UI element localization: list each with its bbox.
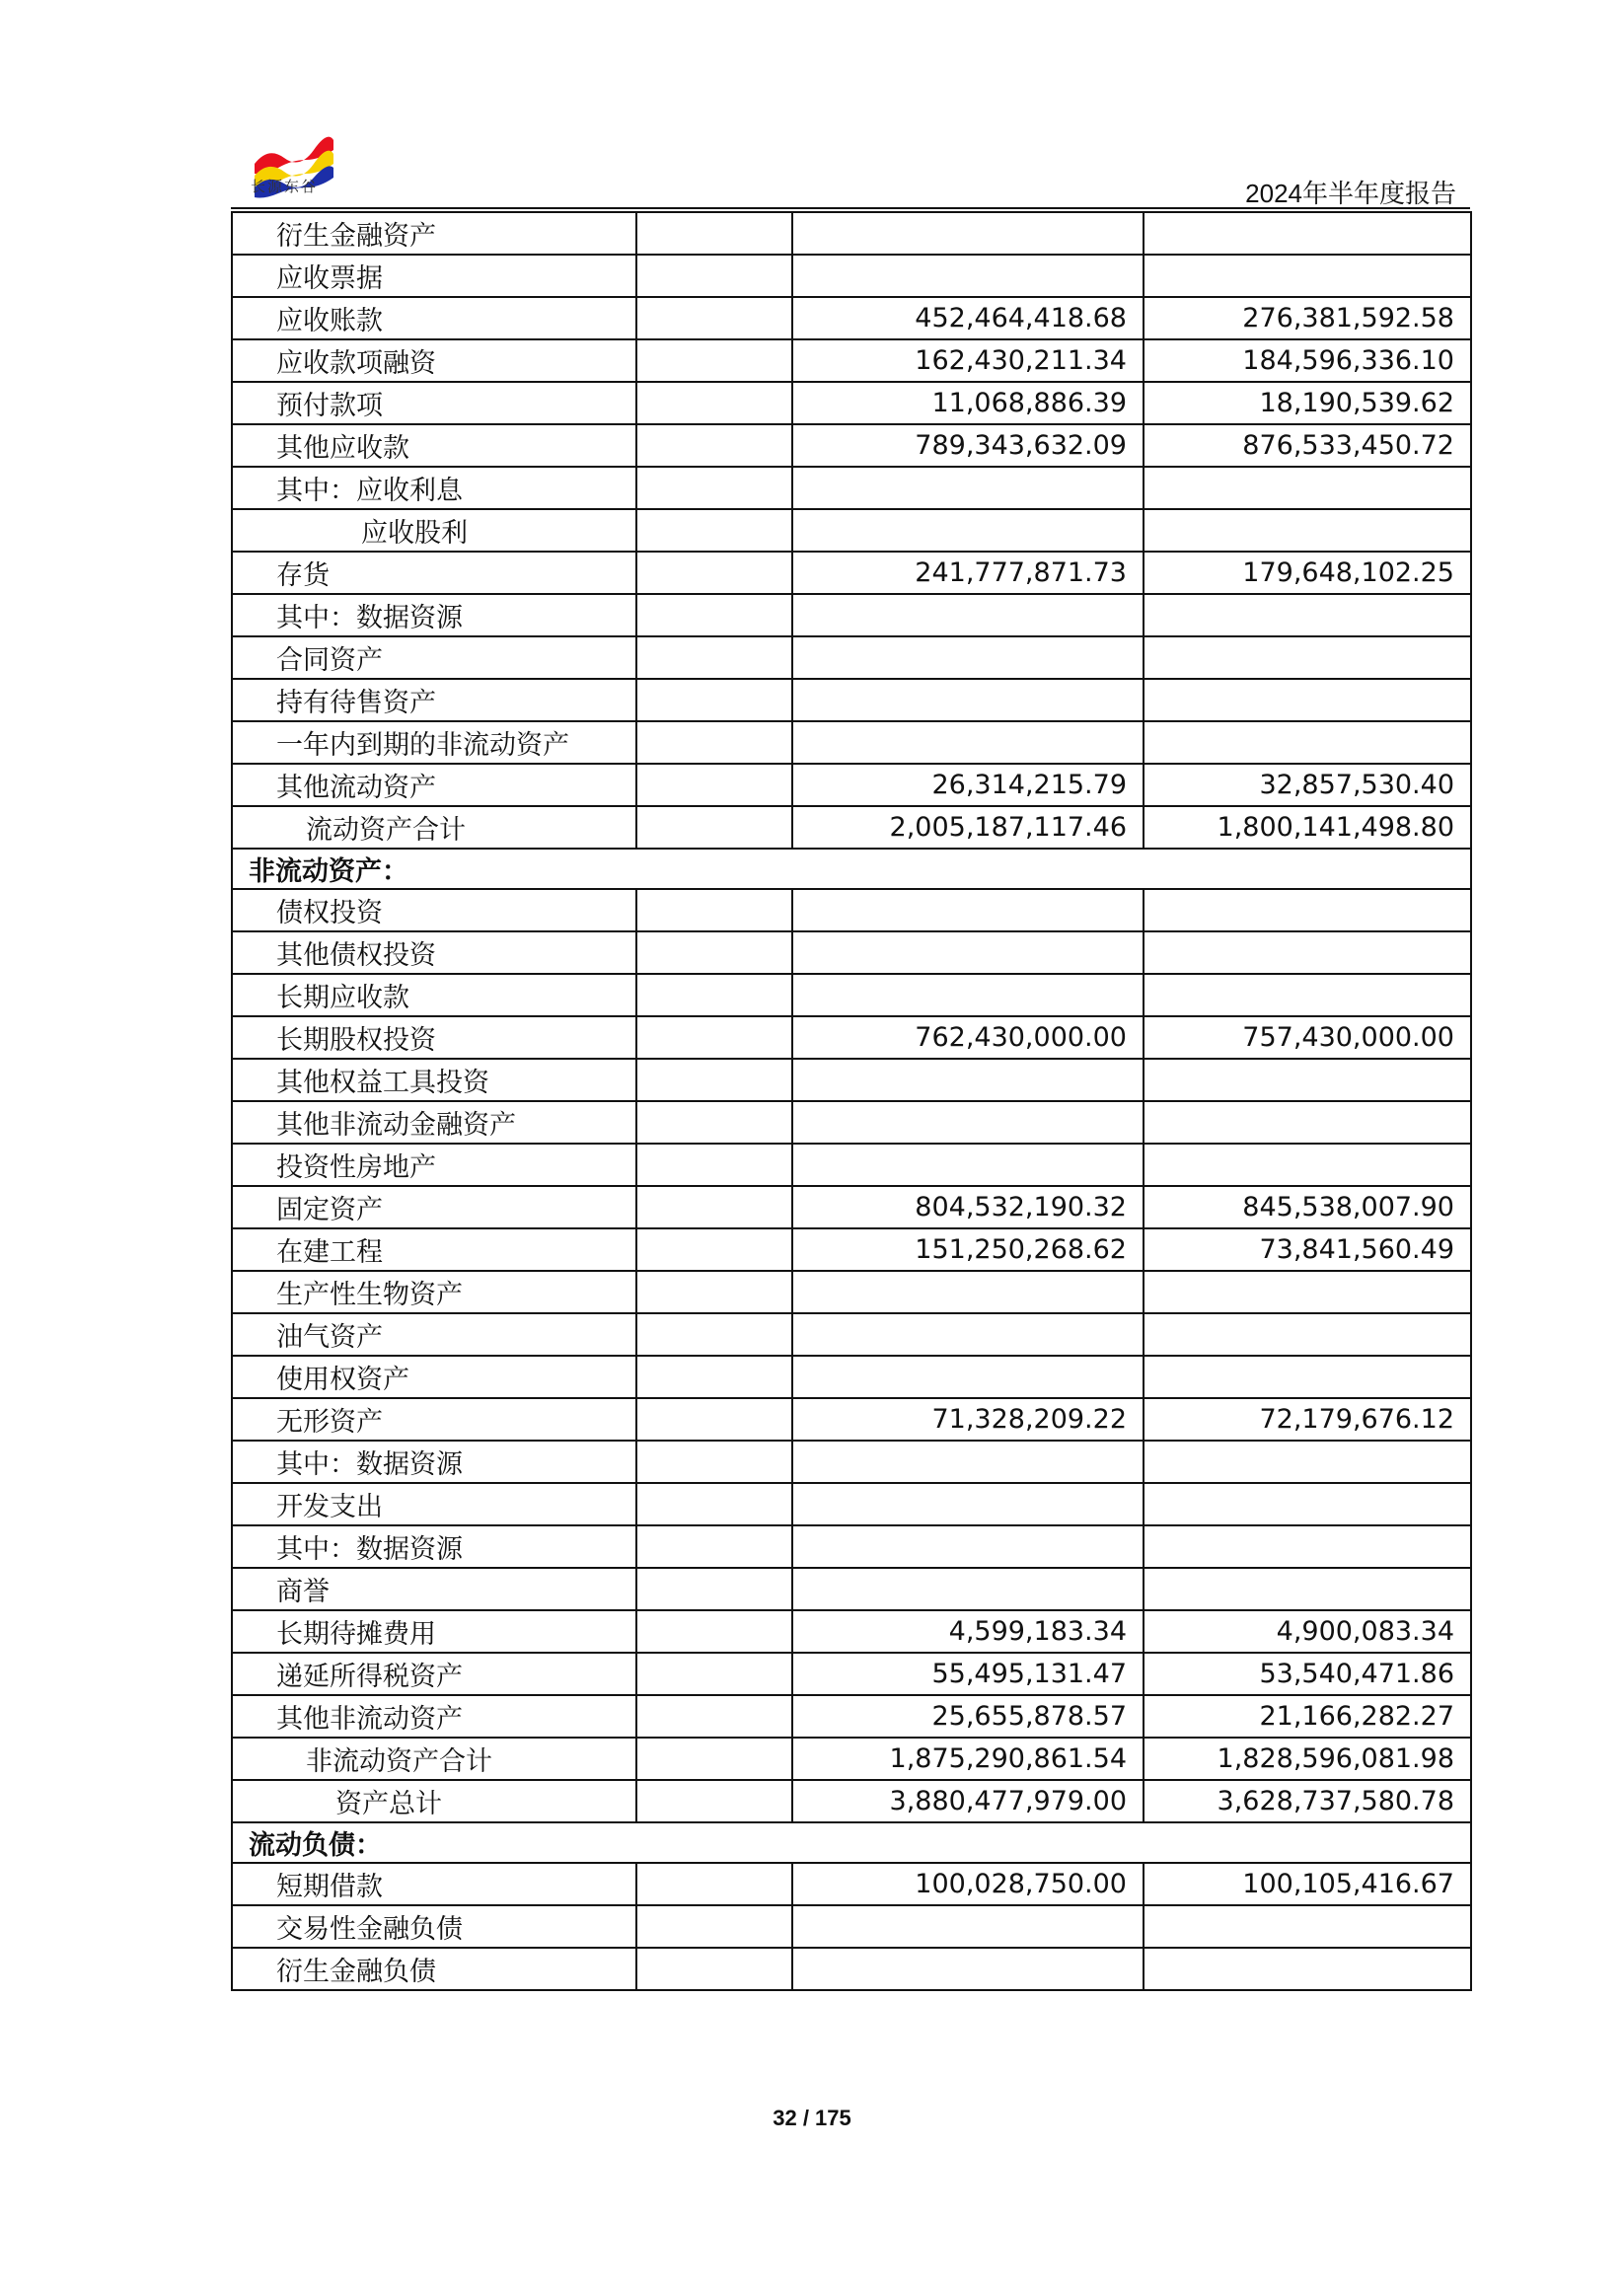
period-begin-value: 18,190,539.62 (1144, 382, 1471, 424)
period-end-value (792, 974, 1144, 1016)
period-end-value (792, 1483, 1144, 1525)
note-cell (636, 1441, 792, 1483)
period-end-value: 151,250,268.62 (792, 1228, 1144, 1271)
row-label: 开发支出 (232, 1483, 636, 1525)
note-cell (636, 594, 792, 636)
period-begin-value (1144, 467, 1471, 509)
period-end-value (792, 1271, 1144, 1313)
period-end-value (792, 1441, 1144, 1483)
period-begin-value (1144, 1483, 1471, 1525)
period-begin-value: 32,857,530.40 (1144, 764, 1471, 806)
table-row (232, 1653, 1471, 1695)
row-label: 使用权资产 (232, 1356, 636, 1398)
note-cell (636, 1186, 792, 1228)
period-end-value (792, 509, 1144, 552)
row-label: 其他应收款 (232, 424, 636, 467)
period-end-value (792, 679, 1144, 721)
row-label: 长期待摊费用 (232, 1610, 636, 1653)
period-begin-value (1144, 1568, 1471, 1610)
table-row (232, 424, 1471, 467)
period-begin-value: 179,648,102.25 (1144, 552, 1471, 594)
period-end-value (792, 594, 1144, 636)
row-label: 在建工程 (232, 1228, 636, 1271)
row-label: 应收款项融资 (232, 339, 636, 382)
table-row (232, 297, 1471, 339)
period-end-value: 452,464,418.68 (792, 297, 1144, 339)
period-begin-value: 1,800,141,498.80 (1144, 806, 1471, 849)
row-label: 预付款项 (232, 382, 636, 424)
note-cell (636, 764, 792, 806)
period-end-value (792, 1356, 1144, 1398)
note-cell (636, 552, 792, 594)
table-row (232, 1271, 1471, 1313)
period-begin-value (1144, 1356, 1471, 1398)
table-row (232, 594, 1471, 636)
section-title: 流动负债： (232, 1822, 1471, 1863)
table-row (232, 467, 1471, 509)
note-cell (636, 974, 792, 1016)
table-row (232, 212, 1471, 255)
table-row (232, 1101, 1471, 1144)
row-label: 存货 (232, 552, 636, 594)
table-row (232, 1905, 1471, 1948)
table-row (232, 255, 1471, 297)
note-cell (636, 467, 792, 509)
period-end-value: 71,328,209.22 (792, 1398, 1144, 1441)
table-row (232, 509, 1471, 552)
current-liabilities-rows (232, 1863, 1471, 1990)
period-begin-value (1144, 1101, 1471, 1144)
period-begin-value: 876,533,450.72 (1144, 424, 1471, 467)
period-end-value (792, 1948, 1144, 1990)
note-cell (636, 1653, 792, 1695)
period-end-value: 26,314,215.79 (792, 764, 1144, 806)
row-label: 其中：数据资源 (232, 1525, 636, 1568)
period-end-value: 762,430,000.00 (792, 1016, 1144, 1059)
table-row (232, 721, 1471, 764)
row-label: 油气资产 (232, 1313, 636, 1356)
note-cell (636, 509, 792, 552)
period-begin-value (1144, 1525, 1471, 1568)
period-end-value: 4,599,183.34 (792, 1610, 1144, 1653)
period-begin-value (1144, 255, 1471, 297)
table-row (232, 1441, 1471, 1483)
table-row (232, 1186, 1471, 1228)
row-label: 其他权益工具投资 (232, 1059, 636, 1101)
section-row-noncurrent-assets (232, 849, 1471, 889)
row-label: 衍生金融资产 (232, 212, 636, 255)
period-begin-value (1144, 594, 1471, 636)
period-end-value (792, 721, 1144, 764)
note-cell (636, 1398, 792, 1441)
table-row (232, 1948, 1471, 1990)
row-label: 其他债权投资 (232, 931, 636, 974)
period-begin-value: 757,430,000.00 (1144, 1016, 1471, 1059)
section-row-current-liabilities (232, 1822, 1471, 1863)
period-begin-value: 72,179,676.12 (1144, 1398, 1471, 1441)
period-begin-value: 184,596,336.10 (1144, 339, 1471, 382)
row-label: 合同资产 (232, 636, 636, 679)
period-end-value: 55,495,131.47 (792, 1653, 1144, 1695)
note-cell (636, 1016, 792, 1059)
table-row (232, 636, 1471, 679)
period-end-value: 11,068,886.39 (792, 382, 1144, 424)
note-cell (636, 679, 792, 721)
row-label: 应收股利 (232, 509, 636, 552)
period-end-value (792, 1313, 1144, 1356)
table-row (232, 339, 1471, 382)
note-cell (636, 297, 792, 339)
period-end-value: 1,875,290,861.54 (792, 1738, 1144, 1780)
note-cell (636, 1695, 792, 1738)
note-cell (636, 931, 792, 974)
page-number: 32 / 175 (773, 2106, 851, 2130)
table-row (232, 931, 1471, 974)
table-row (232, 1398, 1471, 1441)
period-begin-value: 4,900,083.34 (1144, 1610, 1471, 1653)
note-cell (636, 721, 792, 764)
row-label: 生产性生物资产 (232, 1271, 636, 1313)
period-end-value (792, 1059, 1144, 1101)
period-begin-value: 100,105,416.67 (1144, 1863, 1471, 1905)
note-cell (636, 1863, 792, 1905)
period-begin-value: 276,381,592.58 (1144, 297, 1471, 339)
row-label: 短期借款 (232, 1863, 636, 1905)
logo-text: 长源东谷 (251, 178, 319, 195)
table-row (232, 552, 1471, 594)
row-label: 其他流动资产 (232, 764, 636, 806)
note-cell (636, 339, 792, 382)
period-begin-value: 53,540,471.86 (1144, 1653, 1471, 1695)
row-label: 商誉 (232, 1568, 636, 1610)
row-label: 非流动资产合计 (232, 1738, 636, 1780)
period-begin-value (1144, 1441, 1471, 1483)
table-row (232, 1144, 1471, 1186)
table-row (232, 806, 1471, 849)
period-end-value: 3,880,477,979.00 (792, 1780, 1144, 1822)
period-begin-value (1144, 974, 1471, 1016)
period-begin-value (1144, 212, 1471, 255)
row-label: 其他非流动金融资产 (232, 1101, 636, 1144)
table-row (232, 974, 1471, 1016)
row-label: 应收票据 (232, 255, 636, 297)
table-row (232, 764, 1471, 806)
table-row (232, 679, 1471, 721)
balance-sheet-table (231, 211, 1472, 1991)
note-cell (636, 1780, 792, 1822)
table-row (232, 1863, 1471, 1905)
period-end-value (792, 889, 1144, 931)
table-row (232, 1016, 1471, 1059)
table-row (232, 1695, 1471, 1738)
period-end-value: 162,430,211.34 (792, 339, 1144, 382)
note-cell (636, 1144, 792, 1186)
period-end-value (792, 1101, 1144, 1144)
note-cell (636, 1948, 792, 1990)
row-label: 其他非流动资产 (232, 1695, 636, 1738)
period-end-value (792, 255, 1144, 297)
note-cell (636, 1610, 792, 1653)
period-end-value: 2,005,187,117.46 (792, 806, 1144, 849)
row-label: 衍生金融负债 (232, 1948, 636, 1990)
table-row (232, 1610, 1471, 1653)
table-row (232, 1228, 1471, 1271)
table-row (232, 1059, 1471, 1101)
period-end-value (792, 636, 1144, 679)
header-divider (231, 207, 1470, 209)
period-end-value (792, 1144, 1144, 1186)
period-end-value: 25,655,878.57 (792, 1695, 1144, 1738)
period-end-value: 100,028,750.00 (792, 1863, 1144, 1905)
period-begin-value (1144, 1313, 1471, 1356)
row-label: 长期股权投资 (232, 1016, 636, 1059)
period-end-value: 789,343,632.09 (792, 424, 1144, 467)
row-label: 其中：数据资源 (232, 1441, 636, 1483)
note-cell (636, 424, 792, 467)
period-end-value (792, 1568, 1144, 1610)
period-begin-value (1144, 1059, 1471, 1101)
row-label: 投资性房地产 (232, 1144, 636, 1186)
note-cell (636, 889, 792, 931)
row-label: 其中：数据资源 (232, 594, 636, 636)
section-title: 非流动资产： (232, 849, 1471, 889)
table-row (232, 382, 1471, 424)
table-row (232, 1738, 1471, 1780)
table-row (232, 1780, 1471, 1822)
note-cell (636, 1483, 792, 1525)
row-label: 无形资产 (232, 1398, 636, 1441)
period-begin-value (1144, 931, 1471, 974)
period-begin-value (1144, 889, 1471, 931)
period-begin-value (1144, 1905, 1471, 1948)
row-label: 交易性金融负债 (232, 1905, 636, 1948)
report-title: 2024年半年度报告 (1245, 179, 1456, 208)
noncurrent-assets-rows (232, 889, 1471, 1822)
row-label: 流动资产合计 (232, 806, 636, 849)
period-begin-value: 3,628,737,580.78 (1144, 1780, 1471, 1822)
table-row (232, 1356, 1471, 1398)
period-end-value (792, 1525, 1144, 1568)
period-end-value: 241,777,871.73 (792, 552, 1144, 594)
current-assets-rows (232, 212, 1471, 849)
row-label: 持有待售资产 (232, 679, 636, 721)
period-begin-value: 21,166,282.27 (1144, 1695, 1471, 1738)
note-cell (636, 1738, 792, 1780)
note-cell (636, 806, 792, 849)
period-begin-value (1144, 679, 1471, 721)
table-row (232, 1568, 1471, 1610)
note-cell (636, 1313, 792, 1356)
period-end-value: 804,532,190.32 (792, 1186, 1144, 1228)
note-cell (636, 1101, 792, 1144)
row-label: 其中：应收利息 (232, 467, 636, 509)
table-row (232, 1313, 1471, 1356)
period-end-value (792, 212, 1144, 255)
row-label: 应收账款 (232, 297, 636, 339)
note-cell (636, 1228, 792, 1271)
note-cell (636, 1059, 792, 1101)
table-row (232, 889, 1471, 931)
period-begin-value: 73,841,560.49 (1144, 1228, 1471, 1271)
note-cell (636, 1568, 792, 1610)
period-begin-value (1144, 636, 1471, 679)
note-cell (636, 1905, 792, 1948)
period-end-value (792, 1905, 1144, 1948)
row-label: 长期应收款 (232, 974, 636, 1016)
period-begin-value: 845,538,007.90 (1144, 1186, 1471, 1228)
note-cell (636, 636, 792, 679)
period-end-value (792, 931, 1144, 974)
table-row (232, 1483, 1471, 1525)
note-cell (636, 1525, 792, 1568)
row-label: 资产总计 (232, 1780, 636, 1822)
period-begin-value (1144, 1948, 1471, 1990)
note-cell (636, 212, 792, 255)
note-cell (636, 1356, 792, 1398)
row-label: 固定资产 (232, 1186, 636, 1228)
period-begin-value: 1,828,596,081.98 (1144, 1738, 1471, 1780)
table-row (232, 1525, 1471, 1568)
period-begin-value (1144, 509, 1471, 552)
row-label: 债权投资 (232, 889, 636, 931)
note-cell (636, 1271, 792, 1313)
period-begin-value (1144, 1271, 1471, 1313)
row-label: 一年内到期的非流动资产 (232, 721, 636, 764)
note-cell (636, 255, 792, 297)
period-begin-value (1144, 721, 1471, 764)
period-begin-value (1144, 1144, 1471, 1186)
note-cell (636, 382, 792, 424)
period-end-value (792, 467, 1144, 509)
row-label: 递延所得税资产 (232, 1653, 636, 1695)
